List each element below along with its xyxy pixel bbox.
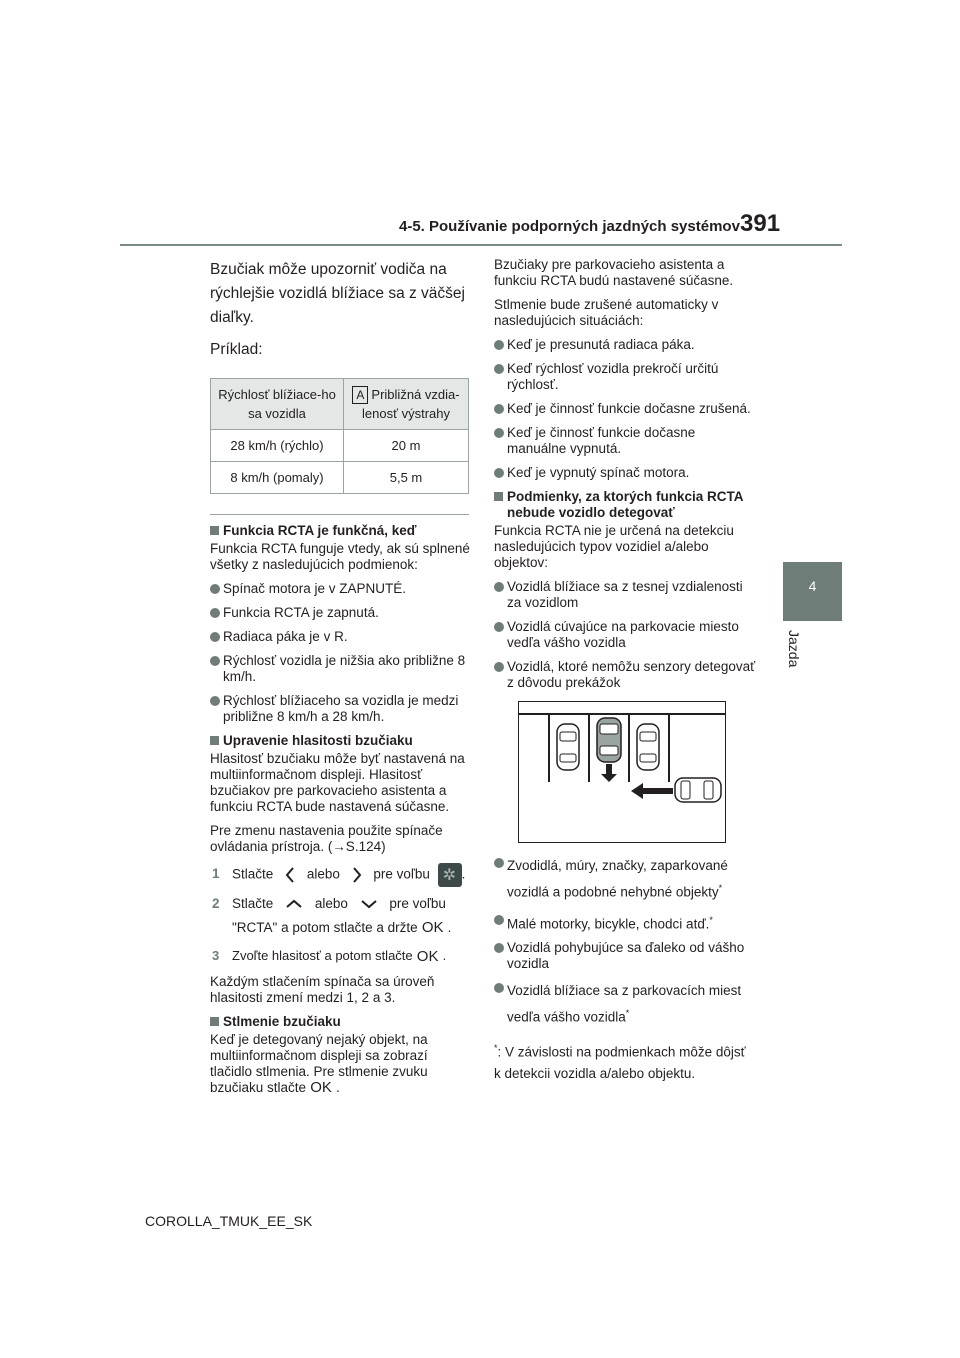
- paragraph: Každým stlačením spínača sa úroveň hlasitosti zmení medzi 1, 2 a 3.: [210, 974, 435, 1005]
- table-head-distance: A Približná vzdia-lenosť výstrahy: [344, 379, 469, 430]
- list-item: Keď rýchlosť vozidla prekročí určitú rýchlosť.: [494, 361, 756, 393]
- list-item: Vozidlá, ktoré nemôžu senzory detegovať z dôvodu prekážok: [494, 659, 756, 691]
- table-head-speed: Rýchlosť blížiace-ho sa vozidla: [211, 379, 344, 430]
- step-2: 2 Stlačte alebo pre voľbu: [212, 896, 446, 911]
- parked-car-right-icon: [637, 724, 659, 770]
- chevron-left-icon: [285, 866, 295, 884]
- ok-button-icon: OK: [421, 919, 444, 937]
- page-number: 391: [740, 210, 781, 237]
- section-title: 4-5. Používanie podporných jazdných systémov: [399, 218, 740, 235]
- left-column: [210, 258, 472, 1104]
- paragraph: Funkcia RCTA funguje vtedy, ak sú splnené všetky z nasledujúcich podmienok:: [210, 541, 470, 572]
- parked-car-left-icon: [557, 724, 579, 770]
- list-item: Vozidlá cúvajúce na parkovacie miesto vedľa vášho vozidla: [494, 619, 756, 651]
- paragraph: Pre zmenu nastavenia použite spínače ovládania prístroja. (→S.124): [210, 823, 443, 854]
- approach-arrow-icon: [631, 783, 673, 799]
- parking-illustration: [518, 701, 726, 843]
- paragraph: Hlasitosť bzučiaku môže byť nastavená na multiinformačnom displeji. Hlasitosť bzučiakov pre parkovacieho asistenta a funkciu RCTA bude nastavená súčasne.: [210, 751, 465, 814]
- step-2-continued: "RCTA" a potom stlačte a držte OK .: [210, 917, 472, 939]
- list-item: Keď je vypnutý spínač motora.: [494, 465, 756, 481]
- reverse-arrow-icon: [601, 764, 617, 782]
- settings-gear-icon: [438, 863, 462, 887]
- approaching-car-icon: [675, 778, 721, 802]
- list-item: Radiaca páka je v R.: [210, 629, 472, 645]
- paragraph: Funkcia RCTA nie je určená na detekciu nasledujúcich typov vozidiel a/alebo objektov:: [494, 523, 734, 570]
- list-item: Rýchlosť vozidla je nižšia ako približne 8 km/h.: [210, 653, 472, 685]
- list-item: Malé motorky, bicykle, chodci atď.*: [494, 912, 756, 933]
- list-item: Vozidlá blížiace sa z tesnej vzdialenosti za vozidlom: [494, 579, 756, 611]
- section-heading: Funkcia RCTA je funkčná, keď: [210, 523, 472, 539]
- list-item: Funkcia RCTA je zapnutá.: [210, 605, 472, 621]
- list-item: Rýchlosť blížiaceho sa vozidla je medzi približne 8 km/h a 28 km/h.: [210, 693, 472, 725]
- table-row: 8 km/h (pomaly) 5,5 m: [211, 462, 469, 494]
- chevron-down-icon: [360, 899, 378, 909]
- chapter-label: Jazda: [786, 630, 802, 668]
- list-item: Keď je presunutá radiaca páka.: [494, 337, 756, 353]
- section-heading: Podmienky, za ktorých funkcia RCTA nebude vozidlo detegovať: [494, 489, 756, 521]
- example-label: Príklad:: [210, 341, 263, 358]
- section-heading: Stlmenie bzučiaku: [210, 1014, 472, 1030]
- ok-button-icon: OK: [310, 1079, 332, 1097]
- parking-lot-diagram: [519, 702, 725, 842]
- table-row: 28 km/h (rýchlo) 20 m: [211, 430, 469, 462]
- speed-distance-table: [210, 378, 469, 494]
- intro-text: Bzučiak môže upozorniť vodiča na rýchlejšie vozidlá blížiace sa z väčšej diaľky.: [210, 261, 465, 326]
- step-1: 1 Stlačte alebo pre voľbu ✲ .: [210, 863, 472, 887]
- document-code: COROLLA_TMUK_EE_SK: [145, 1213, 313, 1229]
- right-column: [494, 257, 756, 1093]
- label-a-icon: A: [352, 386, 368, 404]
- chevron-up-icon: [285, 899, 303, 909]
- header-rule: [120, 244, 842, 246]
- ok-button-icon: OK: [416, 948, 439, 965]
- step-3: 3 Zvoľte hlasitosť a potom stlačte OK .: [210, 945, 472, 968]
- own-car-icon: [597, 718, 621, 762]
- section-divider: [210, 514, 469, 515]
- list-item: Spínač motora je v ZAPNUTÉ.: [210, 581, 472, 597]
- paragraph: Stlmenie bude zrušené automaticky v nasledujúcich situáciách:: [494, 297, 719, 328]
- list-item: Keď je činnosť funkcie dočasne zrušená.: [494, 401, 756, 417]
- chevron-right-icon: [352, 866, 362, 884]
- list-item: Zvodidlá, múry, značky, zaparkované vozidlá a podobné nehybné objekty*: [494, 855, 756, 904]
- list-item: Vozidlá pohybujúce sa ďaleko od vášho vozidla: [494, 940, 756, 972]
- section-heading: Upravenie hlasitosti bzučiaku: [210, 733, 472, 749]
- list-item: Vozidlá blížiace sa z parkovacích miest vedľa vášho vozidla*: [494, 980, 756, 1029]
- list-item: Keď je činnosť funkcie dočasne manuálne vypnutá.: [494, 425, 756, 457]
- chapter-number: 4: [808, 578, 817, 594]
- footnote: *: V závislosti na podmienkach môže dôjsť k detekcii vozidla a/alebo objektu.: [494, 1042, 746, 1081]
- paragraph: Keď je detegovaný nejaký objekt, na multiinformačnom displeji sa zobrazí tlačidlo stlmenia. Pre stlmenie zvuku bzučiaku stlačte OK .: [210, 1032, 428, 1097]
- paragraph: Bzučiaky pre parkovacieho asistenta a funkciu RCTA budú nastavené súčasne.: [494, 257, 734, 288]
